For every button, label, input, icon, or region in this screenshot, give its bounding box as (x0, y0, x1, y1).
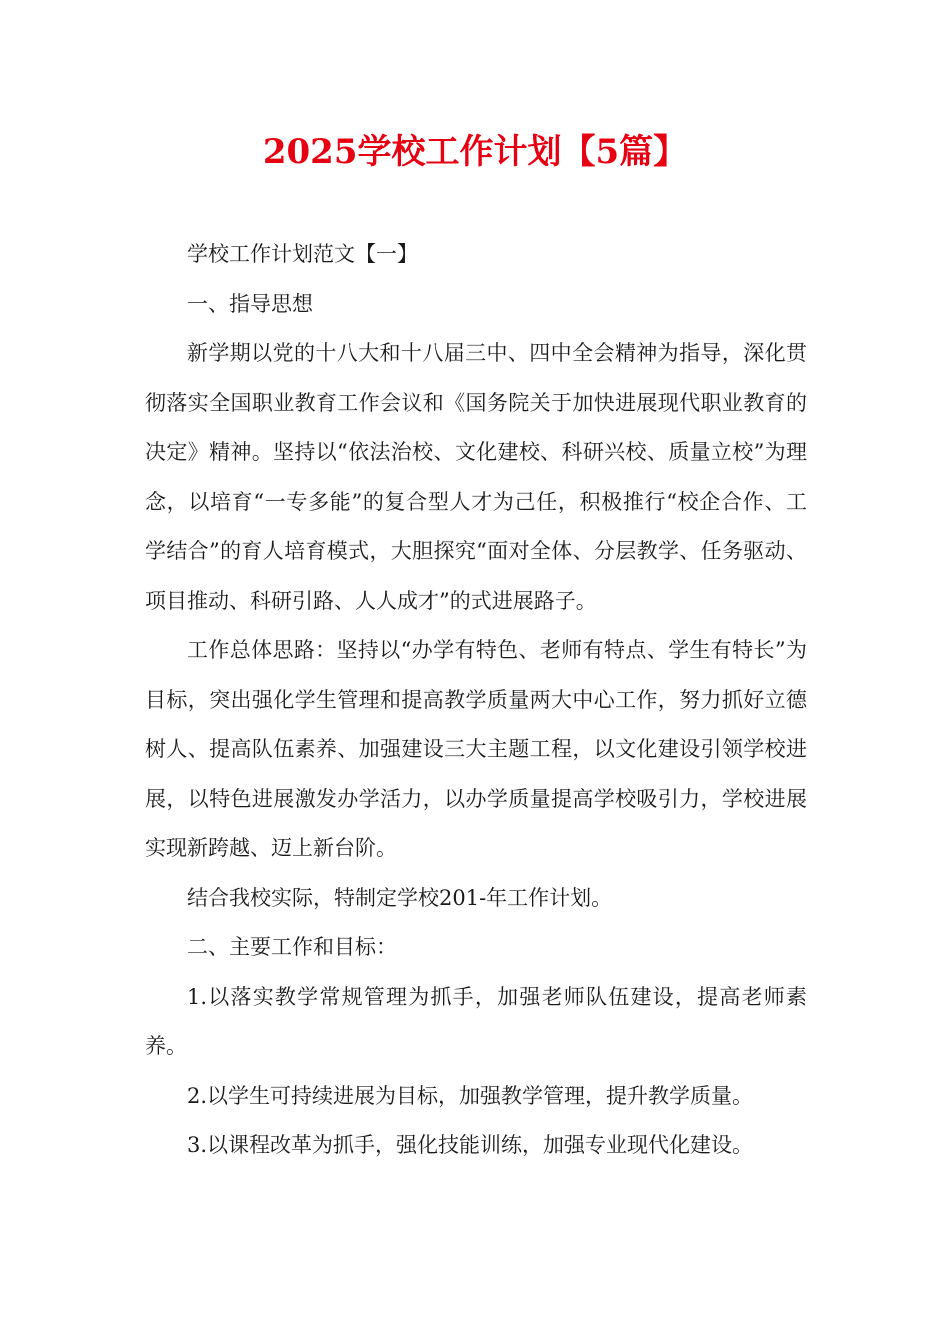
paragraph-guiding-ideology: 新学期以党的十八大和十八届三中、四中全会精神为指导，深化贯彻落实全国职业教育工作会议和《国务院关于加快进展现代职业教育的决定》精神。坚持以“依法治校、文化建校、科研兴校、质量立校”为理念，以培育“一专多能”的复合型人才为己任，积极推行“校企合作、工学结合”的育人培育模式，大胆探究“面对全体、分层教学、任务驱动、项目推动、科研引路、人人成才”的式进展路子。 (145, 341, 807, 613)
list-item-goal-2: 2.以学生可持续进展为目标，加强教学管理，提升教学质量。 (187, 1083, 754, 1108)
section-heading-main-work: 二、主要工作和目标： (187, 935, 397, 959)
paragraph-plan-statement: 结合我校实际，特制定学校201-年工作计划。 (187, 885, 613, 910)
section-heading-guiding-ideology: 一、指导思想 (187, 291, 313, 316)
paragraph-overall-approach: 工作总体思路：坚持以“办学有特色、老师有特点、学生有特长”为目标，突出强化学生管理和提高教学质量两大中心工作，努力抓好立德树人、提高队伍素养、加强建设三大主题工程，以文化建设引领学校进展，以特色进展激发办学活力，以办学质量提高学校吸引力，学校进展实现新跨越、迈上新台阶。 (145, 638, 807, 860)
section-heading-sample-1: 学校工作计划范文【一】 (187, 242, 418, 266)
list-item-goal-1: 1.以落实教学常规管理为抓手，加强老师队伍建设，提高老师素养。 (145, 984, 807, 1058)
document-title: 2025学校工作计划【5篇】 (262, 132, 688, 172)
list-item-goal-3: 3.以课程改革为抓手，强化技能训练，加强专业现代化建设。 (187, 1133, 754, 1157)
document-body (145, 230, 807, 1171)
